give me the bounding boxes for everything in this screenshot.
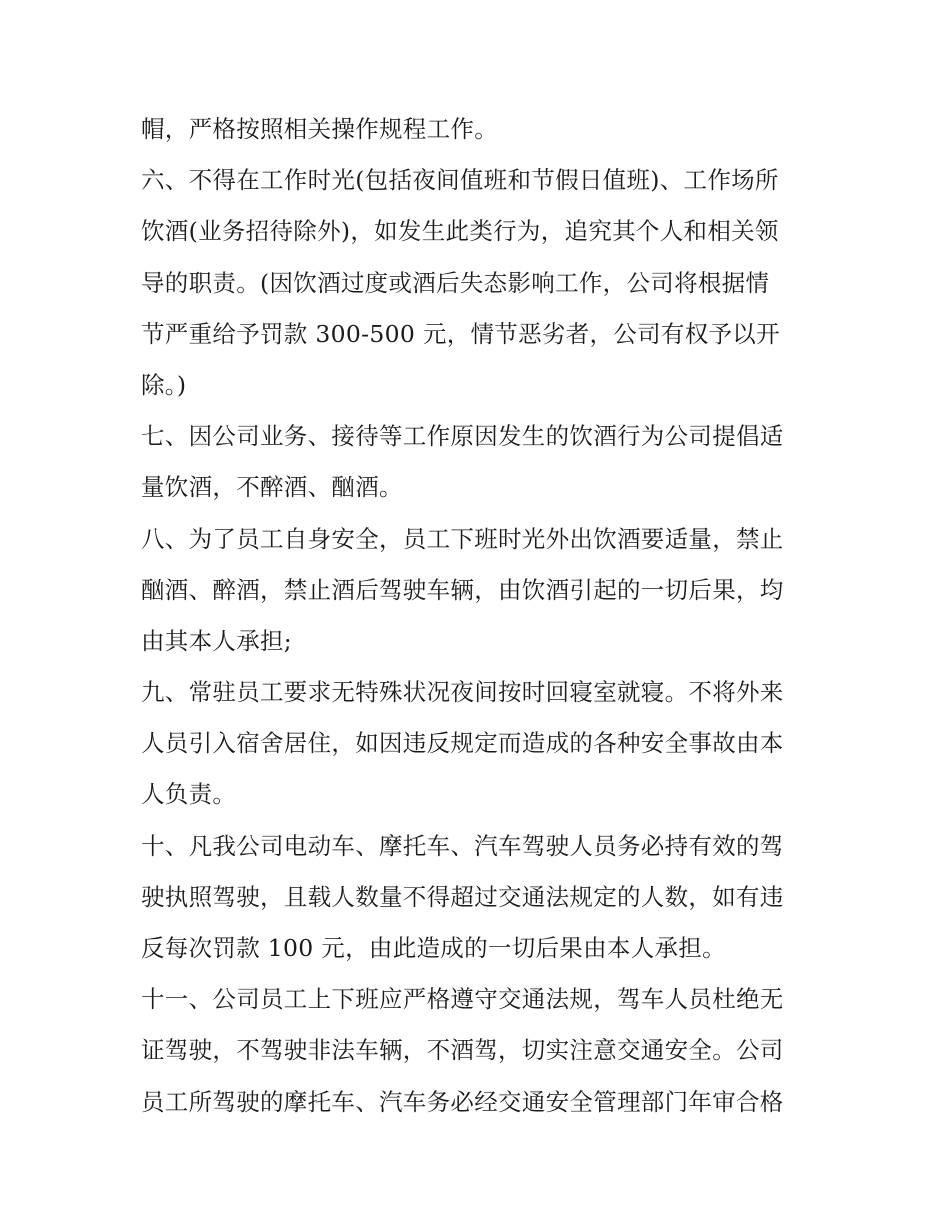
text-line: 导的职责。(因饮酒过度或酒后失态影响工作，公司将根据情	[141, 268, 770, 297]
text-line: 帽，严格按照相关操作规程工作。	[141, 115, 498, 143]
text-line: 除。)	[141, 370, 187, 399]
text-line: 九、常驻员工要求无特殊状况夜间按时回寝室就寝。不将外来	[141, 678, 784, 707]
text-line: 人员引入宿舍居住，如因违反规定而造成的各种安全事故由本	[141, 729, 784, 758]
text-line: 由其本人承担;	[141, 626, 293, 655]
text-line: 八、为了员工自身安全，员工下班时光外出饮酒要适量，禁止	[141, 524, 784, 553]
text-line: 量饮酒，不醉酒、酗酒。	[141, 473, 403, 502]
text-line: 反每次罚款 100 元，由此造成的一切后果由本人承担。	[141, 934, 726, 962]
text-line: 节严重给予罚款 300-500 元，情节恶劣者，公司有权予以开	[141, 319, 780, 348]
text-line: 驶执照驾驶，且载人数量不得超过交通法规定的人数，如有违	[141, 882, 784, 911]
text-line: 员工所驾驶的摩托车、汽车务必经交通安全管理部门年审合格	[141, 1087, 784, 1116]
text-line: 人负责。	[141, 780, 237, 809]
text-line: 十一、公司员工上下班应严格遵守交通法规，驾车人员杜绝无	[141, 985, 784, 1014]
text-line: 证驾驶，不驾驶非法车辆，不酒驾，切实注意交通安全。公司	[141, 1036, 784, 1065]
text-line: 饮酒(业务招待除外)，如发生此类行为，追究其个人和相关领	[141, 217, 779, 246]
text-line: 酗酒、醉酒，禁止酒后驾驶车辆，由饮酒引起的一切后果，均	[141, 575, 784, 604]
document-body	[141, 107, 821, 1131]
text-line: 十、凡我公司电动车、摩托车、汽车驾驶人员务必持有效的驾	[141, 831, 784, 860]
text-line: 六、不得在工作时光(包括夜间值班和节假日值班)、工作场所	[141, 166, 779, 195]
text-line: 七、因公司业务、接待等工作原因发生的饮酒行为公司提倡适	[141, 422, 784, 451]
